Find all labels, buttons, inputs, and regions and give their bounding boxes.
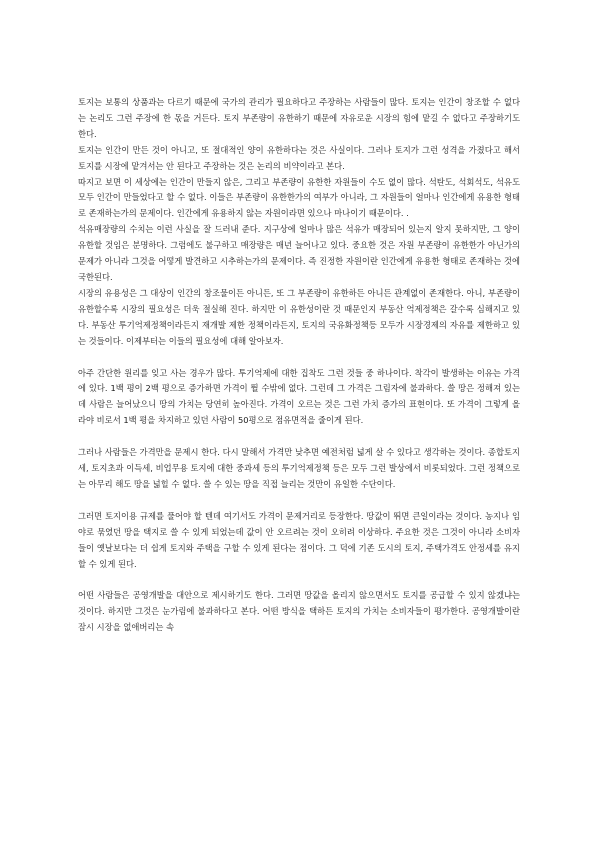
paragraph-oil-reserves: 석유매장량의 수치는 이런 사실을 잘 드러내 준다. 지구상에 얼마나 많은 석유가 매장되어 있는지 알지 못하지만, 그 양이 유한할 것임은 분명하다. 그럼에도 불구하고 매장량은 매년 늘어나고 있다. 중요한 것은 자원 부존량이 유한한가 아닌가의 문제가 아니라 그것을 어떻게 발견하고 시추하는가의 문제이다. 즉 진정한 자원이란 인간에게 유용한 형태로 존재하는 것에 국한된다. [78,224,520,282]
paragraph-speculation-price: 아주 간단한 원리를 잊고 사는 경우가 많다. 투기억제에 대한 집착도 그런 것들 중 하나이다. 착각이 발생하는 이유는 가격에 있다. 1백 평이 2백 평으로 증가하면 가격이 뛸 수밖에 없다. 그런데 그 가격은 그림자에 불과하다. 쓸 땅은 정해져 있는데 사람은 늘어났으니 땅의 가치는 당연히 높아진다. 가격이 오르는 것은 그런 가치 증가의 표현이다. 또 가격이 그렇게 올라야 비로서 1백 평을 차지하고 있던 사람이 50평으로 점유면적을 줄이게 된다. [78,367,520,426]
paragraph-finite-land: 토지는 인간이 만든 것이 아니고, 또 절대적인 양이 유한하다는 것은 사실이다. 그러나 토지가 그런 성격을 가졌다고 해서 토지를 시장에 맡겨서는 안 된다고 주장하는 것은 논리의 비약이라고 본다. [78,144,520,171]
paragraph-market-usefulness: 시장의 유용성은 그 대상이 인간의 창조물이든 아니든, 또 그 부존량이 유한하든 아니든 관계없이 존재한다. 아니, 부존량이 유한할수록 시장의 필요성은 더욱 절실해 진다. 하지만 이 유한성이란 것 때문인지 부동산 억제정책은 갈수록 심해지고 있다. 부동산 투기억제정책이라든지 재개발 제한 정책이라든지, 토지의 국유화정책등 모두가 시장경제의 자유를 제한하고 있는 것들이다. 이제부터는 이들의 필요성에 대해 알아보자. [78,287,520,346]
paragraph-spacer [78,572,520,588]
paragraph-spacer [78,350,520,366]
paragraph-finite-resources: 따지고 보면 이 세상에는 인간이 만들지 않은, 그리고 부존량이 유한한 자원들이 수도 없이 많다. 석탄도, 석회석도, 석유도 모두 인간이 만들었다고 할 수 없다. 이들은 부존량이 유한한가의 여부가 아니라, 그 자원들이 얼마나 인간에게 유용한 형태로 존재하는가의 문제이다. 인간에게 유용하지 않는 자원이라면 있으나 마나이기 때문이다. . [78,176,520,219]
paragraph-public-development: 어떤 사람들은 공영개발을 대안으로 제시하기도 한다. 그러면 땅값을 올리지 않으면서도 토지를 공급할 수 있지 않겠냐는 것이다. 하지만 그것은 눈가림에 불과하다고 본다. 어떤 방식을 택하든 토지의 가치는 소비자들이 평가한다. 공영개발이란 잠시 시장을 없애버리는 속 [78,590,520,633]
paragraph-spacer [78,429,520,445]
paragraph-land-use-regulation: 그러면 토지이용 규제를 풀어야 할 텐데 여기서도 가격이 문제거리로 등장한다. 땅값이 뛰면 큰일이라는 것이다. 농지나 임야로 묶였던 땅을 택지로 쓸 수 있게 되었는데 값이 안 오르려는 것이 오히려 이상하다. 주요한 것은 그것이 아니라 소비자들이 옛날보다는 더 쉽게 토지와 주택을 구할 수 있게 된다는 점이다. 그 덕에 기존 도시의 토지, 주택가격도 안정세를 유지할 수 있게 된다. [78,510,520,569]
paragraph-price-policies: 그러나 사람들은 가격만을 문제시 한다. 다시 말해서 가격만 낮추면 예전처럼 넓게 살 수 있다고 생각하는 것이다. 종합토지세, 토지초과 이득세, 비업무용 토지에 대한 중과세 등의 투기억제정책 등은 모두 그런 발상에서 비롯되었다. 그런 정책으로는 아무리 해도 땅을 넓힐 수 없다. 쓸 수 있는 땅을 직접 늘리는 것만이 유일한 수단이다. [78,447,520,489]
paragraph-land-management: 토지는 보통의 상품과는 다르기 때문에 국가의 관리가 필요하다고 주장하는 사람들이 많다. 토지는 인간이 창조할 수 없다는 논리도 그런 주장에 한 몫을 거든다. 토지 부존량이 유한하기 때문에 자유로운 시장의 힘에 맡길 수 없다고 주장하기도 한다. [78,97,520,139]
paragraph-spacer [78,493,520,509]
document-body [78,95,520,636]
